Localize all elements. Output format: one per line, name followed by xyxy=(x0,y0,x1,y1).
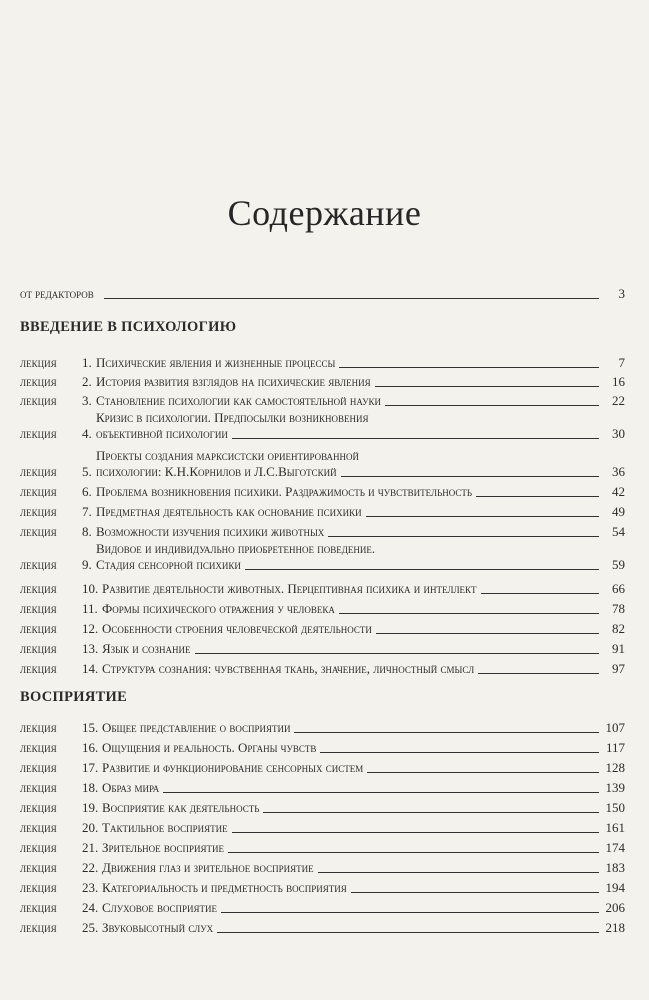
toc-page-number: 206 xyxy=(605,900,625,915)
lecture-label: лекция xyxy=(20,356,57,370)
dot-leader xyxy=(217,932,599,933)
toc-page-number: 128 xyxy=(605,760,625,775)
toc-page-number: 78 xyxy=(612,601,625,616)
toc-page-number: 7 xyxy=(618,355,625,370)
dot-leader xyxy=(376,633,599,634)
lecture-title: объективной психологии xyxy=(96,426,228,441)
toc-page-number: 161 xyxy=(605,820,625,835)
toc-page-number: 139 xyxy=(605,780,625,795)
lecture-title: Язык и сознание xyxy=(102,641,191,656)
toc-page-number: 117 xyxy=(605,740,625,755)
toc-entry xyxy=(20,740,625,756)
lecture-title: Проблема возникновения психики. Раздражимость и чувствительность xyxy=(96,484,473,499)
toc-entry xyxy=(20,760,625,776)
dot-leader xyxy=(195,653,599,654)
lecture-title: Структура сознания: чувственная ткань, значение, личностный смысл xyxy=(102,661,475,676)
lecture-title: Формы психического отражения у человека xyxy=(102,601,335,616)
lecture-title: Развитие деятельности животных. Перцептивная психика и интеллект xyxy=(102,581,477,596)
toc-entry xyxy=(20,541,625,573)
toc-entry xyxy=(20,661,625,677)
toc-intro-label: от редакторов xyxy=(20,287,94,301)
lecture-label: лекция xyxy=(20,761,57,775)
lecture-label: лекция xyxy=(20,841,57,855)
toc-entry xyxy=(20,920,625,936)
toc-entry xyxy=(20,581,625,597)
lecture-number: 25. xyxy=(82,920,99,935)
lecture-number: 20. xyxy=(82,820,99,835)
dot-leader xyxy=(481,593,599,594)
dot-leader xyxy=(232,438,599,439)
section-heading: ВОСПРИЯТИЕ xyxy=(20,689,128,705)
lecture-label: лекция xyxy=(20,821,57,835)
lecture-label: лекция xyxy=(20,781,57,795)
lecture-number: 1. xyxy=(82,355,92,370)
lecture-title: Образ мира xyxy=(102,780,160,795)
lecture-title: Стадия сенсорной психики xyxy=(96,557,241,572)
dot-leader xyxy=(385,405,599,406)
lecture-title: Восприятие как деятельность xyxy=(102,800,260,815)
dot-leader xyxy=(228,852,599,853)
toc-entry xyxy=(20,524,625,540)
lecture-title: Зрительное восприятие xyxy=(102,840,225,855)
lecture-title: Категориальность и предметность восприятия xyxy=(102,880,347,895)
lecture-number: 22. xyxy=(82,860,99,875)
toc-entry xyxy=(20,820,625,836)
toc-page-number: 59 xyxy=(612,557,625,572)
toc-page-number: 174 xyxy=(605,840,625,855)
lecture-number: 21. xyxy=(82,840,99,855)
lecture-title-line: Кризис в психологии. Предпосылки возникновения xyxy=(96,410,369,425)
toc-page-number: 218 xyxy=(605,920,625,935)
lecture-number: 11. xyxy=(82,601,98,616)
toc-page-number: 97 xyxy=(612,661,625,676)
dot-leader xyxy=(367,772,599,773)
dot-leader xyxy=(232,832,599,833)
toc-page-number: 30 xyxy=(612,426,625,441)
toc-entry xyxy=(20,601,625,617)
lecture-number: 14. xyxy=(82,661,99,676)
toc-entry xyxy=(20,720,625,736)
dot-leader xyxy=(294,732,599,733)
lecture-number: 8. xyxy=(82,524,92,539)
toc-intro-row xyxy=(20,286,625,302)
dot-leader xyxy=(339,367,599,368)
section-heading: ВВЕДЕНИЕ В ПСИХОЛОГИЮ xyxy=(20,319,237,335)
lecture-label: лекция xyxy=(20,642,57,656)
lecture-number: 4. xyxy=(82,426,92,441)
lecture-label: лекция xyxy=(20,921,57,935)
lecture-label: лекция xyxy=(20,602,57,616)
toc-entry xyxy=(20,880,625,896)
toc-page-number: 82 xyxy=(612,621,625,636)
lecture-title: Движения глаз и зрительное восприятие xyxy=(102,860,314,875)
lecture-number: 10. xyxy=(82,581,99,596)
toc-entry xyxy=(20,860,625,876)
lecture-label: лекция xyxy=(20,558,57,572)
lecture-title: Психические явления и жизненные процессы xyxy=(96,355,336,370)
toc-page-number: 183 xyxy=(605,860,625,875)
lecture-label: лекция xyxy=(20,485,57,499)
lecture-label: лекция xyxy=(20,881,57,895)
lecture-number: 3. xyxy=(82,393,92,408)
lecture-title: Ощущения и реальность. Органы чувств xyxy=(102,740,317,755)
lecture-label: лекция xyxy=(20,505,57,519)
toc-page-number: 22 xyxy=(612,393,625,408)
dot-leader xyxy=(351,892,599,893)
lecture-number: 23. xyxy=(82,880,99,895)
lecture-label: лекция xyxy=(20,582,57,596)
toc-page-number: 54 xyxy=(612,524,625,539)
lecture-label: лекция xyxy=(20,861,57,875)
dot-leader xyxy=(163,792,599,793)
toc-entry xyxy=(20,800,625,816)
dot-leader xyxy=(328,536,599,537)
lecture-title: Особенности строения человеческой деятельности xyxy=(102,621,372,636)
dot-leader xyxy=(221,912,599,913)
toc-entry xyxy=(20,410,625,442)
lecture-title-line: Видовое и индивидуально приобретенное поведение. xyxy=(96,541,376,556)
dot-leader xyxy=(366,516,599,517)
lecture-title: психологии: К.Н.Корнилов и Л.С.Выготский xyxy=(96,464,337,479)
toc-page-number: 107 xyxy=(605,720,625,735)
lecture-number: 15. xyxy=(82,720,99,735)
lecture-label: лекция xyxy=(20,721,57,735)
toc-entry xyxy=(20,504,625,520)
dot-leader xyxy=(476,496,599,497)
lecture-title: Возможности изучения психики животных xyxy=(96,524,325,539)
toc-entry xyxy=(20,780,625,796)
lecture-title: Звуковысотный слух xyxy=(102,920,214,935)
toc-page-number: 16 xyxy=(612,374,625,389)
toc-page-number: 36 xyxy=(612,464,625,479)
dot-leader xyxy=(104,298,599,299)
toc-entry xyxy=(20,900,625,916)
lecture-number: 24. xyxy=(82,900,99,915)
dot-leader xyxy=(375,386,599,387)
lecture-title: Общее представление о восприятии xyxy=(102,720,291,735)
lecture-number: 7. xyxy=(82,504,92,519)
toc-entry xyxy=(20,840,625,856)
lecture-title: Тактильное восприятие xyxy=(102,820,228,835)
lecture-number: 17. xyxy=(82,760,99,775)
lecture-label: лекция xyxy=(20,465,57,479)
lecture-number: 2. xyxy=(82,374,92,389)
toc-page-number: 42 xyxy=(612,484,625,499)
lecture-title: Слуховое восприятие xyxy=(102,900,218,915)
toc-entry xyxy=(20,374,625,390)
toc-entry xyxy=(20,621,625,637)
lecture-label: лекция xyxy=(20,375,57,389)
lecture-number: 16. xyxy=(82,740,99,755)
lecture-title: История развития взглядов на психические явления xyxy=(96,374,371,389)
lecture-label: лекция xyxy=(20,427,57,441)
toc-entry xyxy=(20,448,625,480)
toc-page-number: 150 xyxy=(605,800,625,815)
toc-entry xyxy=(20,484,625,500)
lecture-title: Развитие и функционирование сенсорных систем xyxy=(102,760,364,775)
lecture-number: 18. xyxy=(82,780,99,795)
toc-page-number: 3 xyxy=(618,286,625,301)
toc-page-number: 194 xyxy=(605,880,625,895)
lecture-label: лекция xyxy=(20,662,57,676)
lecture-number: 12. xyxy=(82,621,99,636)
lecture-label: лекция xyxy=(20,801,57,815)
lecture-number: 13. xyxy=(82,641,99,656)
lecture-number: 9. xyxy=(82,557,92,572)
toc-entry xyxy=(20,393,625,409)
lecture-title: Становление психологии как самостоятельной науки xyxy=(96,393,382,408)
dot-leader xyxy=(263,812,599,813)
toc-page-number: 49 xyxy=(612,504,625,519)
dot-leader xyxy=(341,476,599,477)
dot-leader xyxy=(339,613,599,614)
lecture-label: лекция xyxy=(20,394,57,408)
lecture-number: 6. xyxy=(82,484,92,499)
lecture-label: лекция xyxy=(20,622,57,636)
dot-leader xyxy=(478,673,599,674)
dot-leader xyxy=(318,872,599,873)
lecture-label: лекция xyxy=(20,525,57,539)
toc-page-number: 66 xyxy=(612,581,625,596)
lecture-title-line: Проекты создания марксистски ориентированной xyxy=(96,448,360,463)
lecture-number: 19. xyxy=(82,800,99,815)
dot-leader xyxy=(245,569,599,570)
toc-entry xyxy=(20,355,625,371)
lecture-number: 5. xyxy=(82,464,92,479)
toc-entry xyxy=(20,641,625,657)
toc-page-number: 91 xyxy=(612,641,625,656)
lecture-title: Предметная деятельность как основание психики xyxy=(96,504,362,519)
page-title: Содержание xyxy=(227,193,422,233)
lecture-label: лекция xyxy=(20,901,57,915)
dot-leader xyxy=(320,752,599,753)
lecture-label: лекция xyxy=(20,741,57,755)
